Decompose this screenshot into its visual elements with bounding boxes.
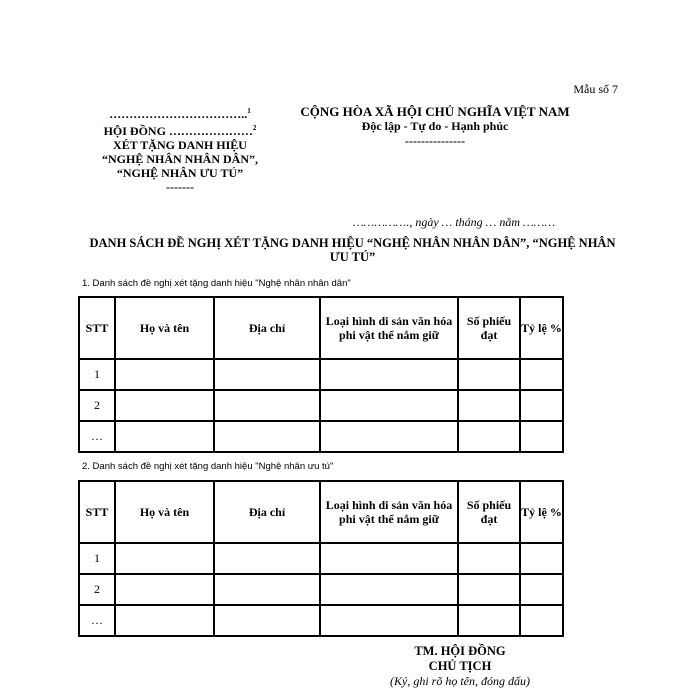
footnote-2: 2 — [252, 124, 257, 132]
table-cell[interactable] — [458, 543, 520, 574]
table-row — [79, 605, 563, 636]
header-stt: STT — [79, 481, 115, 543]
table-cell[interactable] — [115, 574, 214, 605]
table-cell[interactable] — [115, 543, 214, 574]
council-title-line-2: “NGHỆ NHÂN ƯU TÚ” — [116, 166, 244, 180]
table-cell[interactable] — [520, 543, 563, 574]
header-votes: Số phiếu đạt — [458, 297, 520, 359]
table-cell[interactable] — [520, 605, 563, 636]
table-cell[interactable] — [458, 574, 520, 605]
row-stt: 2 — [79, 574, 115, 605]
table-cell[interactable] — [520, 421, 563, 452]
table-cell[interactable] — [320, 543, 458, 574]
table-cell[interactable] — [520, 390, 563, 421]
council-title-line-1: “NGHỆ NHÂN NHÂN DÂN”, — [102, 152, 258, 166]
table-cell[interactable] — [115, 359, 214, 390]
table-row — [79, 574, 563, 605]
national-header — [285, 104, 585, 149]
table-cell[interactable] — [115, 421, 214, 452]
signature-block — [360, 644, 560, 689]
header-percent: Tỷ lệ % — [520, 297, 563, 359]
form-number: Mẫu số 7 — [573, 82, 618, 96]
table-cell[interactable] — [458, 390, 520, 421]
table-cell[interactable] — [458, 605, 520, 636]
table-cell[interactable] — [520, 359, 563, 390]
national-motto: Độc lập - Tự do - Hạnh phúc — [361, 119, 509, 133]
row-stt: 1 — [79, 543, 115, 574]
header-address: Địa chỉ — [214, 297, 320, 359]
footnote-1: 1 — [247, 107, 251, 115]
table-cell[interactable] — [214, 574, 320, 605]
council-name-line: HỘI ĐỒNG …………………$^2$ — [103, 124, 257, 138]
signature-title: TM. HỘI ĐỒNG — [414, 644, 506, 658]
table-cell[interactable] — [115, 605, 214, 636]
council-purpose-line: XÉT TẶNG DANH HIỆU — [113, 138, 247, 152]
table-cell[interactable] — [320, 605, 458, 636]
table-cell[interactable] — [320, 421, 458, 452]
header-heritage-type: Loại hình di sản văn hóa phi vật thể nắm giữ — [320, 481, 458, 543]
table-cell[interactable] — [214, 605, 320, 636]
header-percent: Tỷ lệ % — [520, 481, 563, 543]
table-cell[interactable] — [214, 543, 320, 574]
table-header-row — [79, 297, 563, 359]
table-cell[interactable] — [214, 359, 320, 390]
table-cell[interactable] — [520, 574, 563, 605]
row-stt: … — [79, 605, 115, 636]
table-header-row — [79, 481, 563, 543]
meritorious-artisan-table — [78, 480, 564, 637]
table-cell[interactable] — [320, 359, 458, 390]
document-title: DANH SÁCH ĐỀ NGHỊ XÉT TẶNG DANH HIỆU “NGHỆ NHÂN NHÂN DÂN”, “NGHỆ NHÂN ƯU TÚ” — [89, 236, 616, 264]
left-divider: ------- — [166, 180, 194, 194]
table-row — [79, 390, 563, 421]
issuing-body-header — [75, 104, 285, 194]
table-cell[interactable] — [214, 390, 320, 421]
header-votes: Số phiếu đạt — [458, 481, 520, 543]
signature-note: (Ký, ghi rõ họ tên, đóng dấu) — [390, 674, 530, 688]
issuing-body-dots: ……………………………..$^1$ — [109, 107, 251, 121]
table-cell[interactable] — [320, 574, 458, 605]
table-row — [79, 543, 563, 574]
table-row — [79, 359, 563, 390]
right-divider: --------------- — [405, 134, 465, 148]
people-artisan-table — [78, 296, 564, 453]
header-heritage-type: Loại hình di sản văn hóa phi vật thể nắm giữ — [320, 297, 458, 359]
date-line: ……………., ngày … tháng … năm ……… — [353, 215, 556, 229]
section-2-label: 2. Danh sách đề nghị xét tặng danh hiệu "Nghệ nhân ưu tú" — [82, 461, 334, 472]
header-address: Địa chỉ — [214, 481, 320, 543]
table-cell[interactable] — [115, 390, 214, 421]
table-cell[interactable] — [320, 390, 458, 421]
table-cell[interactable] — [458, 421, 520, 452]
row-stt: 2 — [79, 390, 115, 421]
row-stt: … — [79, 421, 115, 452]
table-cell[interactable] — [214, 421, 320, 452]
section-1-label: 1. Danh sách đề nghị xét tặng danh hiệu "Nghệ nhân nhân dân" — [82, 278, 351, 289]
table-cell[interactable] — [458, 359, 520, 390]
country-name: CỘNG HÒA XÃ HỘI CHỦ NGHĨA VIỆT NAM — [300, 104, 570, 119]
header-name: Họ và tên — [115, 481, 214, 543]
row-stt: 1 — [79, 359, 115, 390]
header-stt: STT — [79, 297, 115, 359]
header-name: Họ và tên — [115, 297, 214, 359]
table-row — [79, 421, 563, 452]
signature-role: CHỦ TỊCH — [428, 659, 492, 673]
